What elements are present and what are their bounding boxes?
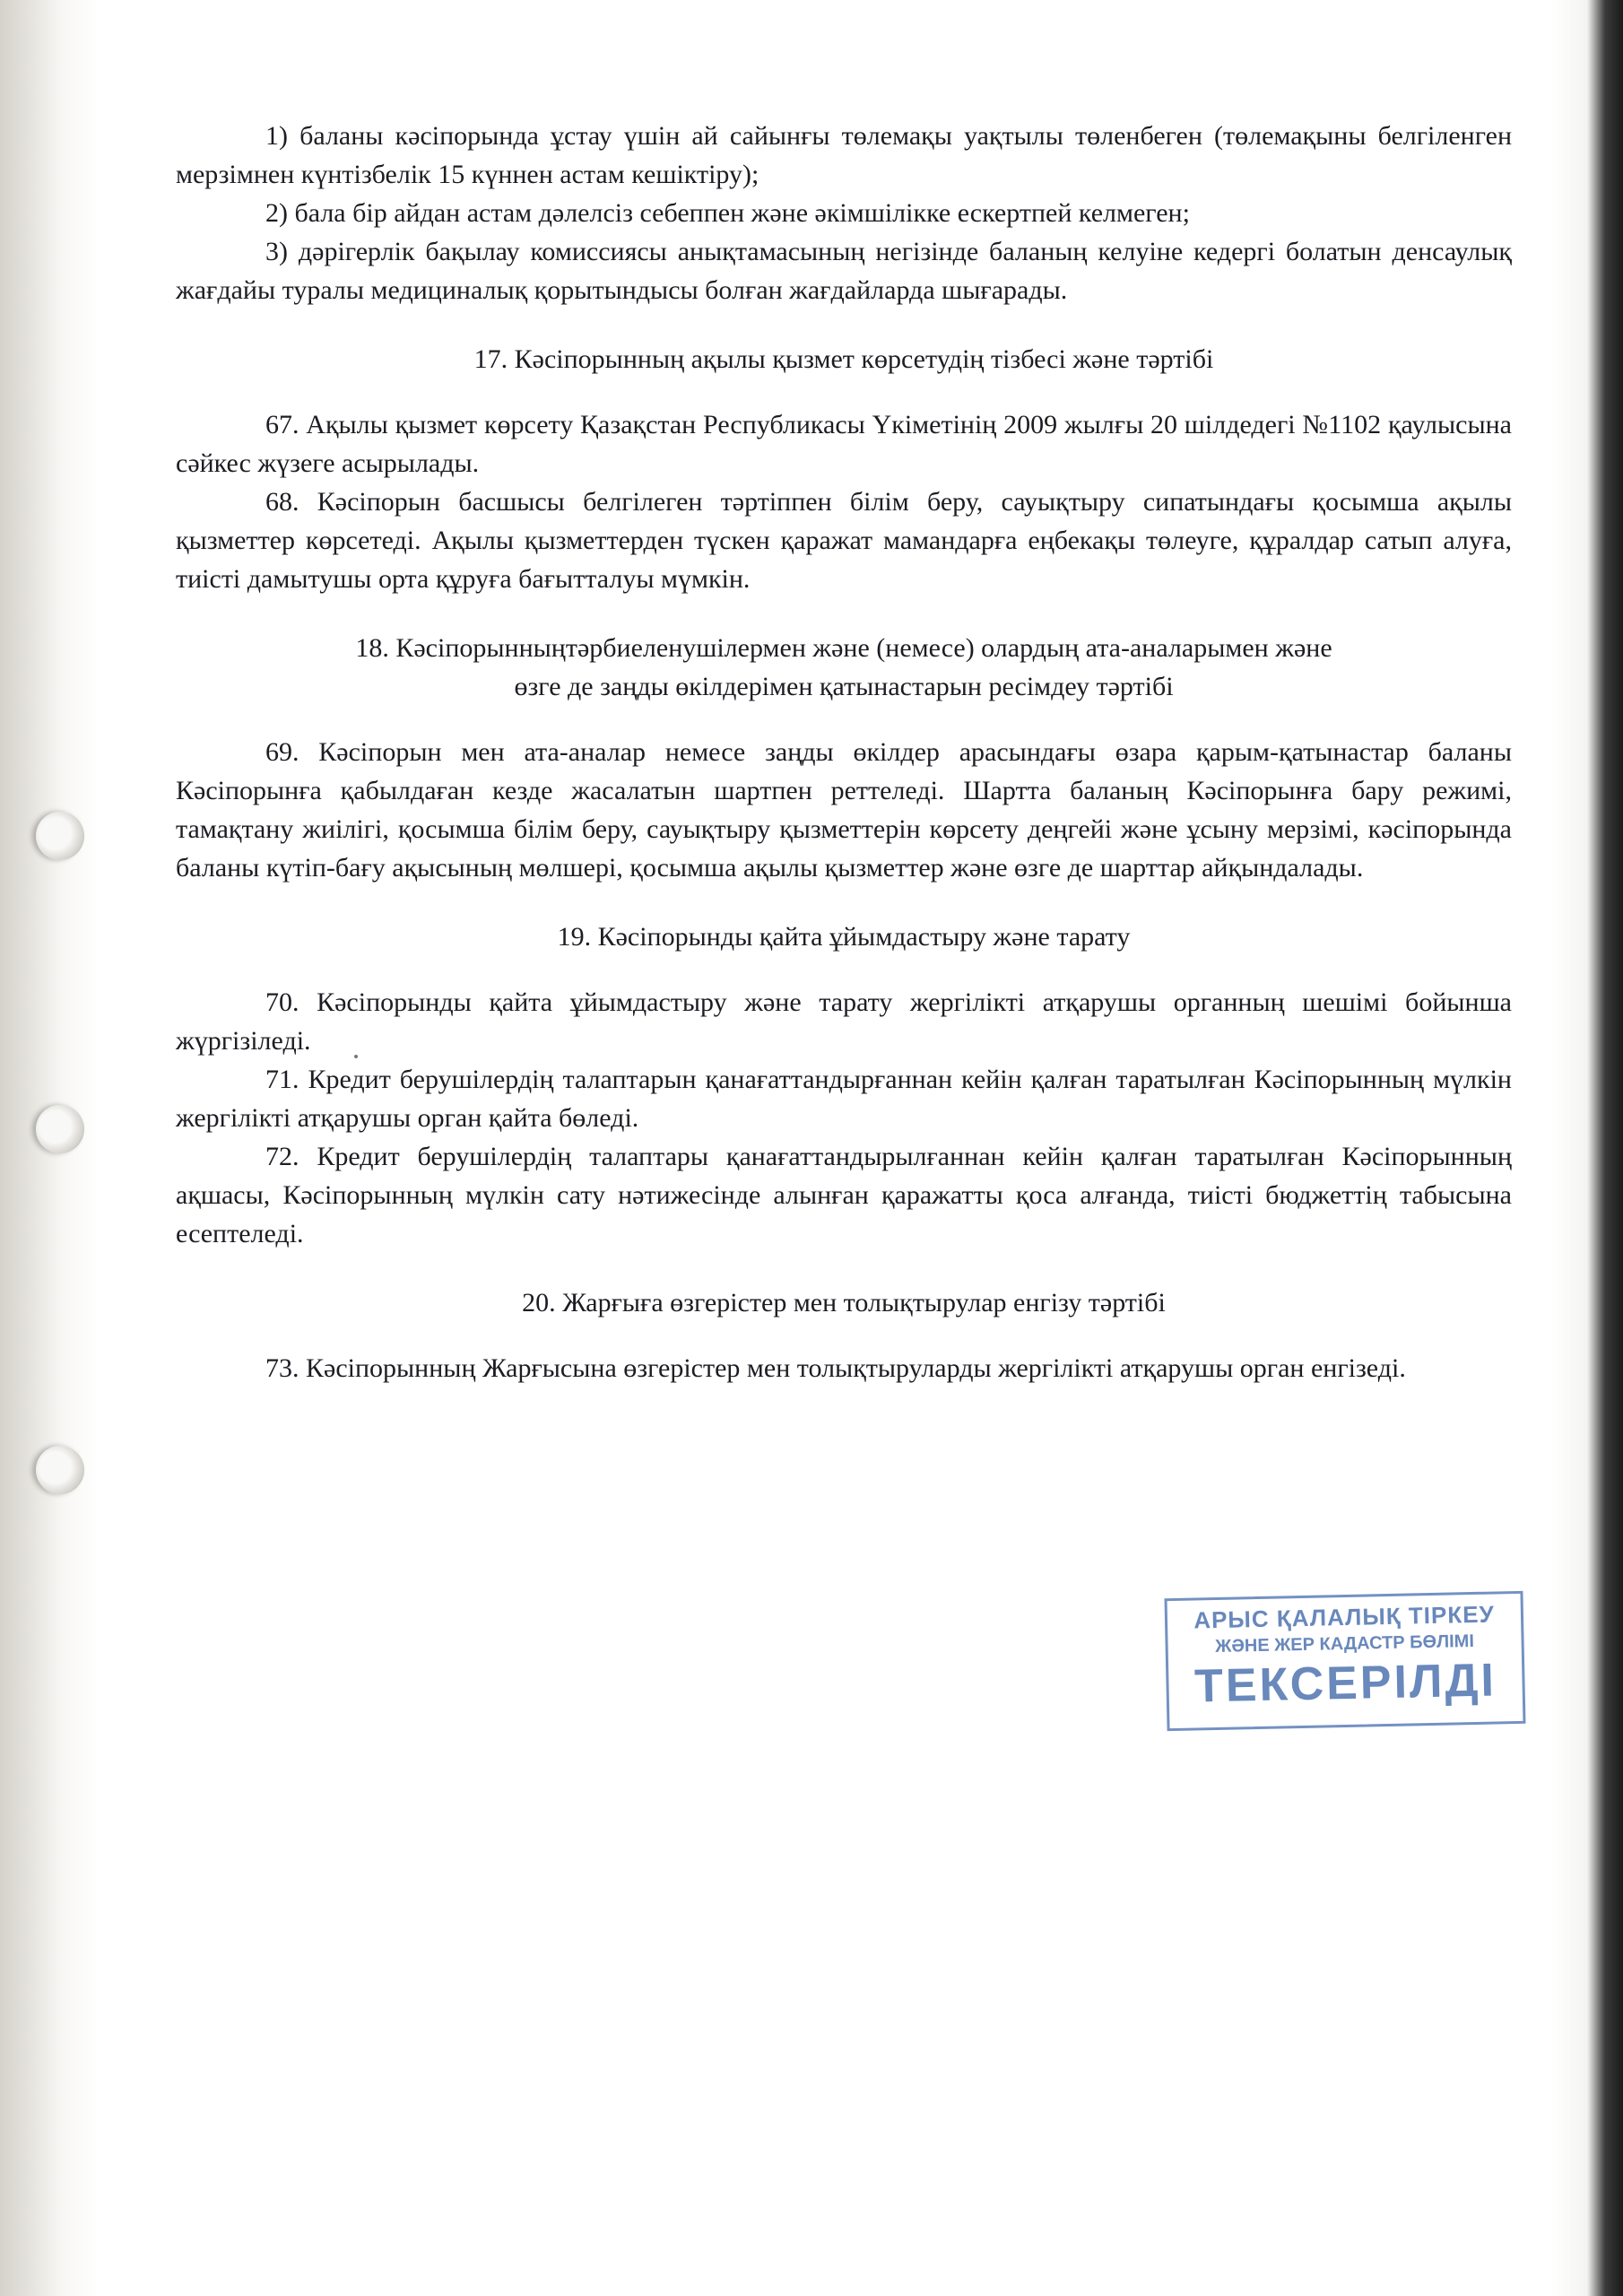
section-20-heading: 20. Жарғыға өзгерістер мен толықтырулар енгізу тәртібі [522,1288,1166,1318]
paragraph-67: 67. Ақылы қызмет көрсету Қазақстан Республикасы Үкіметінің 2009 жылғы 20 шілдедегі №1102 қаулысына сәйкес жүзеге асырылады. [176,410,1512,478]
paragraph-72: 72. Кредит берушілердің талаптары қанағаттандырылғаннан кейін қалған таратылған Кәсіпорынның ақшасы, Кәсіпорынның мүлкін сату нәтижесінде алынған қаражатты қоса алғанда, тиісті бюджеттің табысына есептеледі. [176,1142,1512,1248]
paragraph-70: 70. Кәсіпорынды қайта ұйымдастыру және тарату жергілікті атқарушы органның шешімі бойынша жүргізіледі. [176,987,1512,1056]
paragraph-73: 73. Кәсіпорынның Жарғысына өзгерістер мен толықтыруларды жергілікті атқарушы орган енгізеді. [265,1353,1406,1383]
stamp-line-1: АРЫС ҚАЛАЛЫҚ ТІРКЕУ [1193,1600,1496,1634]
section-18-heading [176,629,1512,706]
section-18-heading-line2: өзге де заңды өкілдерімен қатынастарын ресімдеу тәртібі [514,672,1174,701]
document-body [176,117,1512,1387]
punch-hole-bottom [36,1446,84,1494]
punch-hole-middle [36,1105,84,1153]
section-19-heading: 19. Кәсіпорынды қайта ұйымдастыру және тарату [557,922,1131,952]
paragraph-intro-1: 1) баланы кәсіпорында ұстау үшін ай сайынғы төлемақы уақтылы төленбеген (төлемақыны белгіленген мерзімнен күнтізбелік 15 күннен астам кешіктіру); [176,121,1512,189]
stamp-verified-label: ТЕКСЕРІЛДІ [1193,1654,1497,1713]
paragraph-68: 68. Кәсіпорын басшысы белгілеген тәртіппен білім беру, сауықтыру сипатындағы қосымша ақылы қызметтер көрсетеді. Ақылы қызметтерден түскен қаражат мамандарға еңбекақы төлеуге, құралдар сатып алуға, тиісті дамытушы орта құруға бағытталуы мүмкін. [176,487,1512,594]
paragraph-intro-2: 2) бала бір айдан астам дәлелсіз себеппен және әкімшілікке ескертпей келмеген; [265,198,1190,228]
section-18-heading-line1: 18. Кәсіпорынныңтәрбиеленушілермен және (немесе) олардың ата-аналарымен және [355,633,1332,663]
stamp-line-2: ЖӘНЕ ЖЕР КАДАСТР БӨЛІМІ [1215,1631,1475,1657]
paragraph-69: 69. Кәсіпорын мен ата-аналар немесе заңды өкілдер арасындағы өзара қарым-қатынастар баланы Кәсіпорынға қабылдаған кезде жасалатын шартпен реттеледі. Шартта баланың Кәсіпорынға бару режимі, тамақтану жиілігі, қосымша білім беру, сауықтыру қызметтерін көрсету деңгейі және ұсыну мерзімі, кәсіпорында баланы күтіп-бағу ақысының мөлшері, қосымша ақылы қызметтер және өзге де шарттар айқындалады. [176,737,1512,883]
punch-hole-top [36,812,84,860]
paragraph-71: 71. Кредит берушілердің талаптарын қанағаттандырғаннан кейін қалған таратылған Кәсіпорынның мүлкін жергілікті атқарушы орган қайта бөледі. [176,1065,1512,1133]
paragraph-intro-3: 3) дәрігерлік бақылау комиссиясы анықтамасының негізінде баланың келуіне кедергі болатын денсаулық жағдайы туралы медициналық қорытындысы болған жағдайларда шығарады. [176,237,1512,305]
verification-stamp [1164,1591,1525,1731]
section-17-heading: 17. Кәсіпорынның ақылы қызмет көрсетудің тізбесі және тәртібі [473,344,1214,374]
